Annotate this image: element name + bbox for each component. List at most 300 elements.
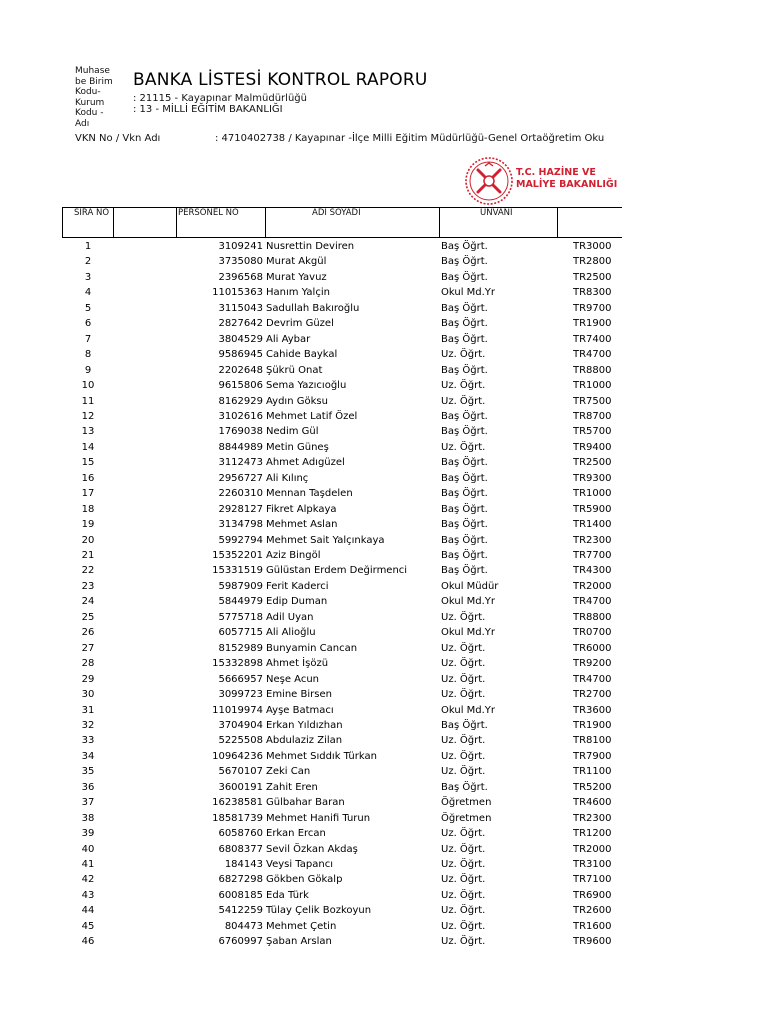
iban-cell: TR1900	[573, 719, 612, 731]
adi-soyadi-cell: Gülbahar Baran	[266, 797, 345, 809]
iban-cell: TR8800	[573, 611, 612, 623]
column-header-adi-soyadi: ADI SOYADI	[312, 208, 361, 218]
unvani-cell: Baş Öğrt.	[441, 333, 488, 345]
unvani-cell: Baş Öğrt.	[441, 318, 488, 330]
sira-no-cell: 31	[81, 704, 95, 716]
unvani-cell: Baş Öğrt.	[441, 519, 488, 531]
adi-soyadi-cell: Sema Yazıcıoğlu	[266, 380, 347, 392]
unvani-cell: Uz. Öğrt.	[441, 843, 486, 855]
unvani-cell: Uz. Öğrt.	[441, 380, 486, 392]
personel-no-cell: 3134798	[218, 519, 263, 531]
iban-cell: TR2000	[573, 580, 612, 592]
sira-no-cell: 13	[81, 426, 95, 438]
unvani-cell: Baş Öğrt.	[441, 256, 488, 268]
unvani-cell: Baş Öğrt.	[441, 271, 488, 283]
iban-cell: TR8100	[573, 735, 612, 747]
table-row	[0, 842, 768, 858]
adi-soyadi-cell: Tülay Çelik Bozkoyun	[266, 905, 372, 917]
table-row	[0, 594, 768, 610]
table-row	[0, 455, 768, 471]
personel-no-cell: 3704904	[218, 719, 263, 731]
adi-soyadi-cell: Ali Aybar	[266, 333, 311, 345]
header-left-labels	[75, 66, 113, 129]
header-divider	[113, 207, 114, 238]
unvani-cell: Baş Öğrt.	[441, 719, 488, 731]
left-label: be Birim	[75, 76, 113, 87]
iban-cell: TR5200	[573, 781, 612, 793]
table-row	[0, 548, 768, 564]
personel-no-cell: 5844979	[218, 596, 263, 608]
personel-no-cell: 8152989	[218, 642, 263, 654]
sira-no-cell: 32	[81, 719, 95, 731]
adi-soyadi-cell: Gülüstan Erdem Değirmenci	[266, 565, 408, 577]
unvani-cell: Uz. Öğrt.	[441, 658, 486, 670]
sira-no-cell: 23	[81, 580, 95, 592]
iban-cell: TR2000	[573, 843, 612, 855]
sira-no-cell: 30	[81, 689, 95, 701]
adi-soyadi-cell: Veysi Tapancı	[266, 859, 333, 870]
unvani-cell: Uz. Öğrt.	[441, 889, 486, 901]
iban-cell: TR0700	[573, 627, 612, 639]
adi-soyadi-cell: Eda Türk	[266, 889, 309, 901]
header-divider	[176, 207, 177, 238]
iban-cell: TR8300	[573, 287, 612, 299]
table-row	[0, 285, 768, 301]
sira-no-cell: 26	[81, 627, 95, 639]
adi-soyadi-cell: Edip Duman	[266, 596, 328, 608]
sira-no-cell: 10	[81, 380, 95, 392]
unvani-cell: Uz. Öğrt.	[441, 936, 486, 948]
iban-cell: TR2700	[573, 689, 612, 701]
unvani-cell: Öğretmen	[441, 797, 492, 809]
iban-cell: TR5900	[573, 503, 612, 515]
personel-no-cell: 6760997	[218, 936, 263, 948]
adi-soyadi-cell: Hanım Yalçin	[266, 287, 330, 299]
adi-soyadi-cell: Nedim Gül	[266, 426, 319, 438]
personel-no-cell: 11019974	[212, 704, 263, 716]
unvani-cell: Okul Md.Yr	[441, 596, 496, 608]
adi-soyadi-cell: Sevil Özkan Akdaş	[266, 843, 358, 855]
personel-no-cell: 2202648	[218, 364, 263, 376]
personel-no-cell: 5992794	[218, 534, 263, 546]
personel-no-cell: 2928127	[218, 503, 263, 515]
iban-cell: TR7100	[573, 874, 612, 886]
unvani-cell: Okul Md.Yr	[441, 627, 496, 639]
table-row	[0, 517, 768, 533]
sira-no-cell: 9	[84, 364, 92, 376]
sira-no-cell: 44	[81, 905, 95, 917]
adi-soyadi-cell: Nusrettin Deviren	[266, 241, 355, 252]
unvani-cell: Uz. Öğrt.	[441, 750, 486, 762]
column-header-sira: SIRA NO	[74, 208, 110, 218]
column-header-personel-no: PERSONEL NO	[178, 208, 239, 218]
personel-no-cell: 1769038	[218, 426, 263, 438]
personel-no-cell: 804473	[224, 920, 263, 932]
sira-no-cell: 16	[81, 472, 95, 484]
sira-no-cell: 2	[84, 256, 92, 268]
sira-no-cell: 21	[81, 550, 95, 561]
table-row	[0, 872, 768, 888]
table-row	[0, 424, 768, 440]
table-row	[0, 409, 768, 425]
table-row	[0, 254, 768, 270]
header-divider	[557, 207, 558, 238]
unvani-cell: Okul Md.Yr	[441, 287, 496, 299]
table-row	[0, 363, 768, 379]
sira-no-cell: 42	[81, 874, 95, 886]
table-header	[62, 207, 622, 238]
unvani-cell: Okul Müdür	[441, 580, 499, 592]
adi-soyadi-cell: Şaban Arslan	[266, 936, 332, 948]
left-label: Muhase	[75, 66, 110, 76]
adi-soyadi-cell: Erkan Yıldızhan	[266, 719, 343, 731]
sira-no-cell: 38	[81, 812, 95, 824]
iban-cell: TR7400	[573, 333, 612, 345]
iban-cell: TR4300	[573, 565, 612, 577]
personel-no-cell: 8162929	[218, 395, 263, 407]
personel-no-cell: 9586945	[218, 349, 263, 361]
logo-line-2: MALİYE BAKANLIĞI	[516, 179, 618, 190]
adi-soyadi-cell: Şükrü Onat	[266, 364, 323, 376]
table-row	[0, 502, 768, 518]
personel-no-cell: 6058760	[218, 828, 263, 840]
vkn-label: VKN No / Vkn Adı	[75, 133, 161, 144]
unvani-cell: Baş Öğrt.	[441, 426, 488, 438]
sira-no-cell: 40	[81, 843, 95, 855]
header-divider	[439, 207, 440, 238]
table-row	[0, 440, 768, 456]
sira-no-cell: 19	[81, 519, 95, 531]
personel-no-cell: 10964236	[212, 750, 263, 762]
sira-no-cell: 1	[84, 241, 92, 252]
adi-soyadi-cell: Mennan Taşdelen	[266, 488, 353, 500]
personel-no-cell: 6827298	[218, 874, 263, 886]
table-row	[0, 641, 768, 657]
iban-cell: TR6000	[573, 642, 612, 654]
kurum-value: : 13 - MİLLİ EĞİTİM BAKANLIĞI	[133, 104, 283, 115]
iban-cell: TR9300	[573, 472, 612, 484]
iban-cell: TR3600	[573, 704, 612, 716]
sira-no-cell: 46	[81, 936, 95, 948]
adi-soyadi-cell: Emine Birsen	[266, 689, 332, 701]
personel-no-cell: 15331519	[212, 565, 263, 577]
unvani-cell: Uz. Öğrt.	[441, 611, 486, 623]
sira-no-cell: 36	[81, 781, 95, 793]
table-row	[0, 718, 768, 734]
unvani-cell: Uz. Öğrt.	[441, 349, 486, 361]
adi-soyadi-cell: Murat Yavuz	[266, 271, 327, 283]
personel-no-cell: 2827642	[218, 318, 263, 330]
adi-soyadi-cell: Aydın Göksu	[266, 395, 328, 407]
adi-soyadi-cell: Ahmet İşözü	[266, 658, 329, 670]
unvani-cell: Baş Öğrt.	[441, 488, 488, 500]
adi-soyadi-cell: Erkan Ercan	[266, 828, 326, 840]
sira-no-cell: 4	[84, 287, 92, 299]
adi-soyadi-cell: Bunyamin Cancan	[266, 642, 358, 654]
sira-no-cell: 3	[84, 271, 92, 283]
iban-cell: TR9200	[573, 658, 612, 670]
table-row	[0, 903, 768, 919]
iban-cell: TR8700	[573, 410, 612, 422]
iban-cell: TR9700	[573, 302, 612, 314]
iban-cell: TR4600	[573, 797, 612, 809]
column-header-unvani: UNVANI	[480, 208, 513, 218]
personel-no-cell: 6808377	[218, 843, 263, 855]
unvani-cell: Okul Md.Yr	[441, 704, 496, 716]
iban-cell: TR2800	[573, 256, 612, 268]
unvani-cell: Baş Öğrt.	[441, 781, 488, 793]
iban-cell: TR8800	[573, 364, 612, 376]
iban-cell: TR7500	[573, 395, 612, 407]
table-row	[0, 316, 768, 332]
adi-soyadi-cell: Zahit Eren	[266, 781, 318, 793]
left-label: Adı	[75, 118, 90, 129]
personel-no-cell: 3099723	[218, 689, 263, 701]
ministry-logo-text	[516, 167, 617, 191]
table-row	[0, 733, 768, 749]
sira-no-cell: 39	[81, 828, 95, 840]
sira-no-cell: 5	[84, 302, 92, 314]
sira-no-cell: 7	[84, 333, 92, 345]
sira-no-cell: 17	[81, 488, 95, 500]
iban-cell: TR4700	[573, 596, 612, 608]
iban-cell: TR7700	[573, 550, 612, 561]
sira-no-cell: 27	[81, 642, 95, 654]
table-row	[0, 579, 768, 595]
personel-no-cell: 15352201	[212, 550, 263, 561]
table-row	[0, 826, 768, 842]
table-row	[0, 332, 768, 348]
sira-no-cell: 6	[84, 318, 92, 330]
personel-no-cell: 3115043	[218, 302, 263, 314]
sira-no-cell: 29	[81, 673, 95, 685]
unvani-cell: Uz. Öğrt.	[441, 441, 486, 453]
iban-cell: TR3000	[573, 241, 612, 252]
personel-no-cell: 3804529	[218, 333, 263, 345]
iban-cell: TR1400	[573, 519, 612, 531]
iban-cell: TR2500	[573, 457, 612, 469]
unvani-cell: Uz. Öğrt.	[441, 689, 486, 701]
table-row	[0, 749, 768, 765]
sira-no-cell: 35	[81, 766, 95, 778]
ministry-logo	[464, 156, 618, 208]
sira-no-cell: 22	[81, 565, 95, 577]
table-row	[0, 486, 768, 502]
sira-no-cell: 14	[81, 441, 95, 453]
iban-cell: TR4700	[573, 673, 612, 685]
iban-cell: TR1600	[573, 920, 612, 932]
muhasebe-birim-value: : 21115 - Kayapınar Malmüdürlüğü	[133, 93, 307, 104]
personel-no-cell: 6008185	[218, 889, 263, 901]
logo-line-1: T.C. HAZİNE VE	[516, 167, 596, 178]
left-label: Kodu -	[75, 108, 104, 118]
table-row	[0, 347, 768, 363]
adi-soyadi-cell: Sadullah Bakıroğlu	[266, 302, 360, 314]
adi-soyadi-cell: Ahmet Adıgüzel	[266, 457, 345, 469]
unvani-cell: Uz. Öğrt.	[441, 395, 486, 407]
adi-soyadi-cell: Adil Uyan	[266, 611, 314, 623]
sira-no-cell: 25	[81, 611, 95, 623]
personel-no-cell: 5670107	[218, 766, 263, 778]
sira-no-cell: 45	[81, 920, 95, 932]
table-row	[0, 672, 768, 688]
adi-soyadi-cell: Mehmet Sait Yalçınkaya	[266, 534, 385, 546]
personel-no-cell: 184143	[224, 859, 263, 870]
personel-no-cell: 2956727	[218, 472, 263, 484]
adi-soyadi-cell: Ali Kılınç	[266, 472, 309, 484]
table-row	[0, 394, 768, 410]
sira-no-cell: 12	[81, 410, 95, 422]
unvani-cell: Uz. Öğrt.	[441, 905, 486, 917]
unvani-cell: Baş Öğrt.	[441, 364, 488, 376]
adi-soyadi-cell: Mehmet Aslan	[266, 519, 338, 531]
iban-cell: TR2300	[573, 534, 612, 546]
adi-soyadi-cell: Devrim Güzel	[266, 318, 334, 330]
table-row	[0, 780, 768, 796]
unvani-cell: Uz. Öğrt.	[441, 642, 486, 654]
report-title: BANKA LİSTESİ KONTROL RAPORU	[133, 70, 428, 90]
unvani-cell: Uz. Öğrt.	[441, 766, 486, 778]
personel-no-cell: 3112473	[218, 457, 263, 469]
adi-soyadi-cell: Murat Akgül	[266, 256, 327, 268]
adi-soyadi-cell: Neşe Acun	[266, 673, 320, 685]
unvani-cell: Öğretmen	[441, 812, 492, 824]
unvani-cell: Uz. Öğrt.	[441, 673, 486, 685]
sira-no-cell: 28	[81, 658, 95, 670]
iban-cell: TR2300	[573, 812, 612, 824]
table-row	[0, 919, 768, 935]
sira-no-cell: 41	[81, 859, 95, 870]
adi-soyadi-cell: Ayşe Batmacı	[266, 704, 334, 716]
sira-no-cell: 11	[81, 395, 95, 407]
sira-no-cell: 20	[81, 534, 95, 546]
adi-soyadi-cell: Mehmet Hanifi Turun	[266, 812, 371, 824]
personel-no-cell: 8844989	[218, 441, 263, 453]
table-row	[0, 934, 768, 950]
sira-no-cell: 33	[81, 735, 95, 747]
header-divider	[62, 207, 63, 238]
table-row	[0, 764, 768, 780]
iban-cell: TR3100	[573, 859, 612, 870]
iban-cell: TR2500	[573, 271, 612, 283]
iban-cell: TR9400	[573, 441, 612, 453]
personel-no-cell: 11015363	[212, 287, 263, 299]
unvani-cell: Baş Öğrt.	[441, 534, 488, 546]
iban-cell: TR1100	[573, 766, 612, 778]
table-row	[0, 857, 768, 873]
iban-cell: TR5700	[573, 426, 612, 438]
iban-cell: TR9600	[573, 936, 612, 948]
unvani-cell: Baş Öğrt.	[441, 503, 488, 515]
iban-cell: TR1900	[573, 318, 612, 330]
adi-soyadi-cell: Fikret Alpkaya	[266, 503, 337, 515]
personel-no-cell: 15332898	[212, 658, 263, 670]
left-label: Kodu-	[75, 87, 101, 97]
table-row	[0, 471, 768, 487]
sira-no-cell: 15	[81, 457, 95, 469]
iban-cell: TR2600	[573, 905, 612, 917]
iban-cell: TR1000	[573, 488, 612, 500]
iban-cell: TR7900	[573, 750, 612, 762]
table-row	[0, 378, 768, 394]
personel-no-cell: 2396568	[218, 271, 263, 283]
table-row	[0, 795, 768, 811]
unvani-cell: Baş Öğrt.	[441, 550, 488, 561]
table-row	[0, 610, 768, 626]
iban-cell: TR1200	[573, 828, 612, 840]
personel-no-cell: 5987909	[218, 580, 263, 592]
table-row	[0, 270, 768, 286]
unvani-cell: Uz. Öğrt.	[441, 859, 486, 870]
table-row	[0, 687, 768, 703]
adi-soyadi-cell: Ferit Kaderci	[266, 580, 329, 592]
personel-no-cell: 5666957	[218, 673, 263, 685]
table-row	[0, 703, 768, 719]
adi-soyadi-cell: Gökben Gökalp	[266, 874, 343, 886]
table-row	[0, 239, 768, 255]
adi-soyadi-cell: Aziz Bingöl	[266, 550, 321, 561]
personel-no-cell: 5775718	[218, 611, 263, 623]
personel-no-cell: 9615806	[218, 380, 263, 392]
sira-no-cell: 8	[84, 349, 92, 361]
adi-soyadi-cell: Mehmet Latif Özel	[266, 410, 358, 422]
table-row	[0, 811, 768, 827]
unvani-cell: Baş Öğrt.	[441, 565, 488, 577]
adi-soyadi-cell: Zeki Can	[266, 766, 311, 778]
adi-soyadi-cell: Abdulaziz Zilan	[266, 735, 343, 747]
personel-no-cell: 5225508	[218, 735, 263, 747]
table-row	[0, 625, 768, 641]
iban-cell: TR6900	[573, 889, 612, 901]
sira-no-cell: 37	[81, 797, 95, 809]
adi-soyadi-cell: Ali Alioğlu	[266, 627, 316, 639]
unvani-cell: Uz. Öğrt.	[441, 828, 486, 840]
personel-no-cell: 3102616	[218, 410, 263, 422]
unvani-cell: Uz. Öğrt.	[441, 874, 486, 886]
table-row	[0, 888, 768, 904]
adi-soyadi-cell: Mehmet Sıddık Türkan	[266, 750, 377, 762]
header-border-bottom	[62, 237, 622, 238]
sira-no-cell: 43	[81, 889, 95, 901]
personel-no-cell: 5412259	[218, 905, 263, 917]
personel-no-cell: 18581739	[212, 812, 263, 824]
adi-soyadi-cell: Mehmet Çetin	[266, 920, 337, 932]
personel-no-cell: 3600191	[218, 781, 263, 793]
adi-soyadi-cell: Cahide Baykal	[266, 349, 338, 361]
ministry-emblem-icon	[464, 156, 514, 206]
table-row	[0, 533, 768, 549]
left-label: Kurum	[75, 97, 105, 108]
unvani-cell: Baş Öğrt.	[441, 457, 488, 469]
unvani-cell: Baş Öğrt.	[441, 410, 488, 422]
sira-no-cell: 18	[81, 503, 95, 515]
table-row	[0, 563, 768, 579]
personel-no-cell: 3735080	[218, 256, 263, 268]
unvani-cell: Baş Öğrt.	[441, 302, 488, 314]
header-divider	[265, 207, 266, 238]
personel-no-cell: 2260310	[218, 488, 263, 500]
unvani-cell: Uz. Öğrt.	[441, 735, 486, 747]
sira-no-cell: 34	[81, 750, 95, 762]
unvani-cell: Baş Öğrt.	[441, 241, 488, 252]
unvani-cell: Uz. Öğrt.	[441, 920, 486, 932]
personel-no-cell: 16238581	[212, 797, 263, 809]
personel-no-cell: 3109241	[218, 241, 263, 252]
adi-soyadi-cell: Metin Güneş	[266, 441, 329, 453]
table-row	[0, 301, 768, 317]
table-row	[0, 656, 768, 672]
iban-cell: TR1000	[573, 380, 612, 392]
